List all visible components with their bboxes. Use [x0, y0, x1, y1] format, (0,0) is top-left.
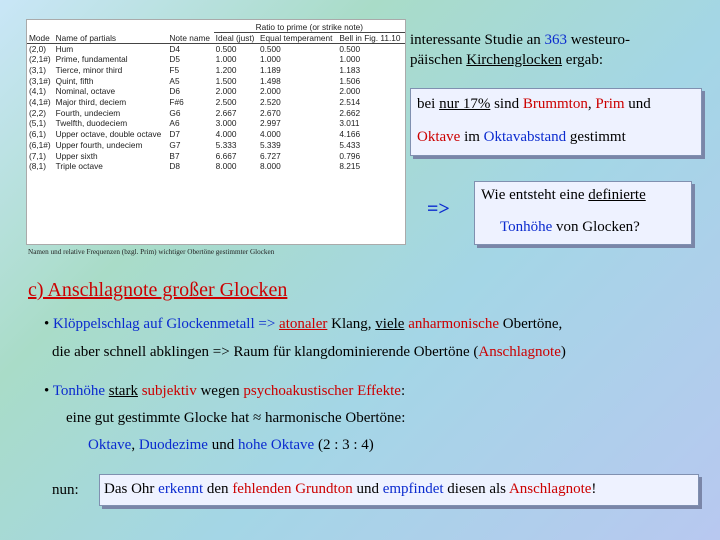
table-column-header: Bell in Fig. 11.10	[339, 32, 401, 43]
table-cell: (7,1)	[29, 150, 47, 161]
table-cell: 2.667	[215, 107, 237, 118]
table-cell: D5	[169, 54, 181, 65]
table-cell: 2.662	[339, 107, 361, 118]
table-cell: (2,2)	[29, 107, 47, 118]
table-column-header: Ideal (just)	[215, 32, 255, 43]
table-row	[27, 86, 405, 97]
bullet-point-1: • Klöppelschlag auf Glockenmetall => atonaler Klang, viele anharmonische Obertöne, die aber schnell abklingen => Raum für klangdominierende Obertöne (Anschlagnote)	[44, 316, 566, 360]
conclusion-box: Das Ohr erkennt den fehlenden Grundton und empfindet diesen als Anschlagnote!	[99, 474, 699, 506]
table-cell: 1.506	[339, 75, 361, 86]
table-column-header: Mode	[29, 32, 50, 43]
table-cell: 4.166	[339, 129, 361, 140]
result-box: bei nur 17% sind Brummton, Prim und Oktave im Oktavabstand gestimmt	[410, 88, 702, 156]
table-cell: 1.189	[260, 64, 281, 75]
table-cell: Tierce, minor third	[55, 64, 123, 75]
table-cell: 8.000	[215, 161, 237, 172]
table-cell: 2.500	[215, 97, 237, 108]
table-row	[27, 76, 405, 87]
table-cell: (5,1)	[29, 118, 47, 129]
table-cell: (6,1)	[29, 129, 47, 140]
table-row	[27, 140, 405, 151]
table-row	[27, 43, 405, 54]
table-cell: 1.000	[339, 54, 361, 65]
table-cell: Prime, fundamental	[55, 54, 128, 65]
partials-table	[27, 20, 405, 172]
table-cell: 1.183	[339, 64, 361, 75]
table-cell: A6	[169, 118, 180, 129]
table-cell: 2.670	[260, 107, 281, 118]
table-cell: 5.333	[215, 139, 237, 150]
table-cell: Fourth, undeciem	[55, 107, 121, 118]
table-cell: (2,0)	[29, 43, 47, 54]
table-row	[27, 129, 405, 140]
intro-text: interessante Studie an 363 westeuro- päischen Kirchenglocken ergab:	[410, 32, 630, 68]
table-caption: Namen und relative Frequenzen (bzgl. Prim) wichtiger Obertöne gestimmter Glocken	[28, 248, 275, 256]
table-cell: 2.000	[215, 86, 237, 97]
question-box: Wie entsteht eine definierte Tonhöhe von Glocken?	[474, 181, 692, 245]
table-cell: G6	[169, 107, 181, 118]
table-row	[27, 108, 405, 119]
table-cell: 1.498	[260, 75, 281, 86]
table-cell: D4	[169, 43, 181, 54]
partials-table-image	[26, 19, 406, 245]
table-cell: Nominal, octave	[55, 86, 116, 97]
table-cell: Upper sixth	[55, 150, 98, 161]
table-cell: 1.200	[215, 64, 237, 75]
table-column-header: Note name	[169, 32, 210, 43]
table-cell: 2.514	[339, 97, 361, 108]
table-cell: G7	[169, 139, 181, 150]
table-column-header: Equal temperament	[260, 32, 333, 43]
table-cell: 5.433	[339, 139, 361, 150]
table-cell: 2.000	[339, 86, 361, 97]
table-cell: 3.011	[339, 118, 360, 129]
table-cell: B7	[169, 150, 180, 161]
table-cell: Upper octave, double octave	[55, 129, 162, 140]
table-cell: 0.500	[260, 43, 281, 54]
table-row	[27, 118, 405, 129]
table-row	[27, 65, 405, 76]
table-cell: F#6	[169, 97, 184, 108]
table-cell: D6	[169, 86, 181, 97]
table-cell: (6,1#)	[29, 139, 51, 150]
table-cell: (4,1)	[29, 86, 47, 97]
table-cell: F5	[169, 64, 180, 75]
table-cell: (3,1)	[29, 64, 47, 75]
table-cell: 0.796	[339, 150, 361, 161]
table-cell: 8.000	[260, 161, 281, 172]
table-cell: Hum	[55, 43, 74, 54]
table-cell: 8.215	[339, 161, 361, 172]
table-cell: Twelfth, duodeciem	[55, 118, 128, 129]
table-cell: 1.000	[215, 54, 237, 65]
table-cell: Major third, deciem	[55, 97, 127, 108]
table-cell: Upper fourth, undeciem	[55, 139, 143, 150]
table-column-header: Name of partials	[55, 32, 117, 43]
table-cell: 1.500	[215, 75, 237, 86]
table-cell: 0.500	[339, 43, 361, 54]
section-heading: c) Anschlagnote großer Glocken	[28, 279, 288, 301]
table-cell: (8,1)	[29, 161, 47, 172]
table-cell: A5	[169, 75, 180, 86]
table-cell: 2.000	[260, 86, 281, 97]
table-cell: 5.339	[260, 139, 281, 150]
table-row	[27, 54, 405, 65]
table-cell: Triple octave	[55, 161, 103, 172]
table-row	[27, 151, 405, 162]
table-row	[27, 161, 405, 172]
table-cell: (2,1#)	[29, 54, 51, 65]
table-cell: 2.997	[260, 118, 281, 129]
table-cell: 0.500	[215, 43, 237, 54]
table-cell: (3,1#)	[29, 75, 51, 86]
table-cell: 1.000	[260, 54, 281, 65]
table-cell: D7	[169, 129, 181, 140]
table-cell: 3.000	[215, 118, 237, 129]
table-cell: 6.727	[260, 150, 281, 161]
table-row	[27, 97, 405, 108]
bullet-point-2: • Tonhöhe stark subjektiv wegen psychoakustischer Effekte: eine gut gestimmte Glocke hat ≈ harmonische Obertöne: Oktave, Duodezime und hohe Oktave (2 : 3 : 4)	[44, 383, 406, 453]
table-cell: D8	[169, 161, 181, 172]
note-label: nun:	[52, 482, 79, 498]
table-cell: 4.000	[260, 129, 281, 140]
table-header-group: Ratio to prime (or strike note)	[214, 20, 405, 32]
table-cell: 4.000	[215, 129, 237, 140]
table-cell: 2.520	[260, 97, 281, 108]
table-cell: Quint, fifth	[55, 75, 94, 86]
arrow-symbol: =>	[427, 198, 450, 220]
table-cell: 6.667	[215, 150, 237, 161]
table-cell: (4,1#)	[29, 97, 51, 108]
